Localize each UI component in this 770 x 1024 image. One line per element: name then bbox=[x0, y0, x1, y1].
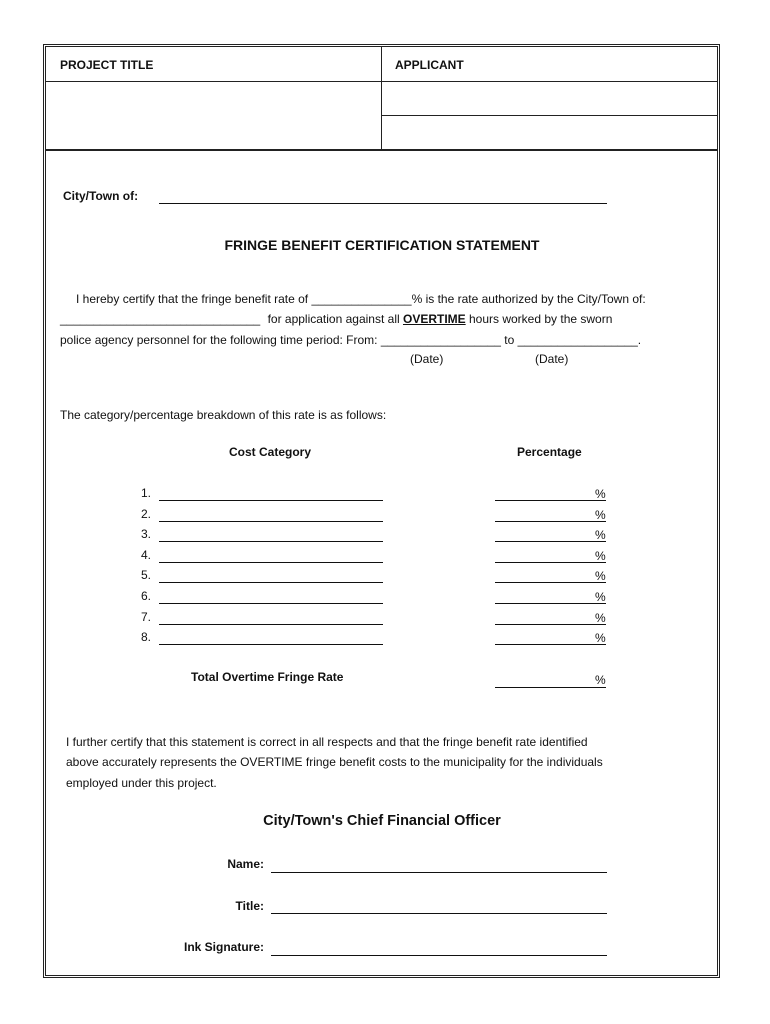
signature-field[interactable] bbox=[271, 955, 607, 956]
title-label: Title: bbox=[235, 899, 264, 913]
to-date-label: (Date) bbox=[535, 352, 569, 366]
further-line-3: employed under this project. bbox=[66, 776, 217, 790]
certify-line-2-pre: for application against all bbox=[267, 312, 403, 326]
row-number: 5. bbox=[141, 568, 152, 583]
percent-sign: % bbox=[595, 610, 606, 625]
cost-category-field[interactable] bbox=[159, 562, 383, 563]
title-field[interactable] bbox=[271, 913, 607, 914]
overtime-emphasis: OVERTIME bbox=[402, 312, 466, 326]
further-line-1: I further certify that this statement is correct in all respects and that the fringe benefit rate identified bbox=[66, 735, 588, 749]
signature-label: Ink Signature: bbox=[183, 940, 264, 954]
percent-sign: % bbox=[595, 507, 606, 522]
certify-line-1: I hereby certify that the fringe benefit rate of _______________% is the rate authorized by the City/Town of: bbox=[76, 292, 646, 306]
percentage-field[interactable] bbox=[495, 644, 606, 645]
cost-category-field[interactable] bbox=[159, 624, 383, 625]
cost-category-field[interactable] bbox=[159, 541, 383, 542]
percent-sign: % bbox=[595, 590, 606, 604]
row-number: 8. bbox=[141, 630, 152, 645]
header-bottom-border bbox=[46, 149, 717, 151]
city-town-label: City/Town of: bbox=[63, 189, 139, 203]
total-percent-field[interactable] bbox=[495, 687, 606, 688]
row-number: 4. bbox=[141, 547, 152, 562]
certify-line-2 bbox=[60, 312, 612, 326]
total-label: Total Overtime Fringe Rate bbox=[191, 670, 344, 684]
from-date-label: (Date) bbox=[410, 352, 444, 366]
percentage-field[interactable] bbox=[495, 624, 606, 625]
cost-category-field[interactable] bbox=[159, 644, 383, 645]
percentage-field[interactable] bbox=[495, 562, 606, 563]
cost-category-header: Cost Category bbox=[229, 445, 312, 459]
breakdown-intro: The category/percentage breakdown of this rate is as follows: bbox=[60, 408, 387, 422]
project-title-field[interactable] bbox=[47, 84, 379, 147]
cfo-heading: City/Town's Chief Financial Officer bbox=[263, 813, 501, 829]
name-label: Name: bbox=[227, 857, 264, 871]
city-town-field[interactable] bbox=[159, 203, 607, 204]
cost-category-field[interactable] bbox=[159, 582, 383, 583]
certify-line-3: police agency personnel for the following time period: From: __________________ to __________________. bbox=[60, 333, 642, 347]
form-title: FRINGE BENEFIT CERTIFICATION STATEMENT bbox=[224, 237, 540, 253]
name-field[interactable] bbox=[271, 872, 607, 873]
city-town-blank[interactable]: ______________________________ bbox=[60, 312, 261, 326]
percent-sign: % bbox=[595, 487, 606, 501]
cost-category-field[interactable] bbox=[159, 603, 383, 604]
percentage-field[interactable] bbox=[495, 582, 606, 583]
percent-sign: % bbox=[595, 631, 606, 646]
cost-category-field[interactable] bbox=[159, 500, 383, 501]
applicant-field-1[interactable] bbox=[383, 84, 716, 113]
percentage-header: Percentage bbox=[517, 445, 582, 459]
percentage-field[interactable] bbox=[495, 500, 606, 501]
applicant-row-divider bbox=[381, 115, 717, 116]
project-title-label: PROJECT TITLE bbox=[60, 58, 154, 72]
percent-sign: % bbox=[595, 548, 606, 563]
header-column-divider bbox=[381, 46, 382, 150]
certify-line-2-post: hours worked by the sworn bbox=[465, 312, 613, 326]
applicant-label: APPLICANT bbox=[395, 58, 464, 72]
row-number: 2. bbox=[141, 506, 152, 521]
total-percent-sign: % bbox=[595, 673, 606, 687]
percent-sign: % bbox=[595, 528, 606, 543]
cost-category-field[interactable] bbox=[159, 521, 383, 522]
percent-sign: % bbox=[595, 569, 606, 584]
percentage-field[interactable] bbox=[495, 603, 606, 604]
row-number: 3. bbox=[141, 527, 152, 542]
row-number: 6. bbox=[141, 589, 152, 603]
percentage-field[interactable] bbox=[495, 541, 606, 542]
further-line-2: above accurately represents the OVERTIME fringe benefit costs to the municipality for the individuals bbox=[66, 755, 603, 769]
applicant-field-2[interactable] bbox=[383, 118, 716, 147]
percentage-field[interactable] bbox=[495, 521, 606, 522]
row-number: 1. bbox=[141, 486, 152, 500]
row-number: 7. bbox=[141, 609, 152, 624]
